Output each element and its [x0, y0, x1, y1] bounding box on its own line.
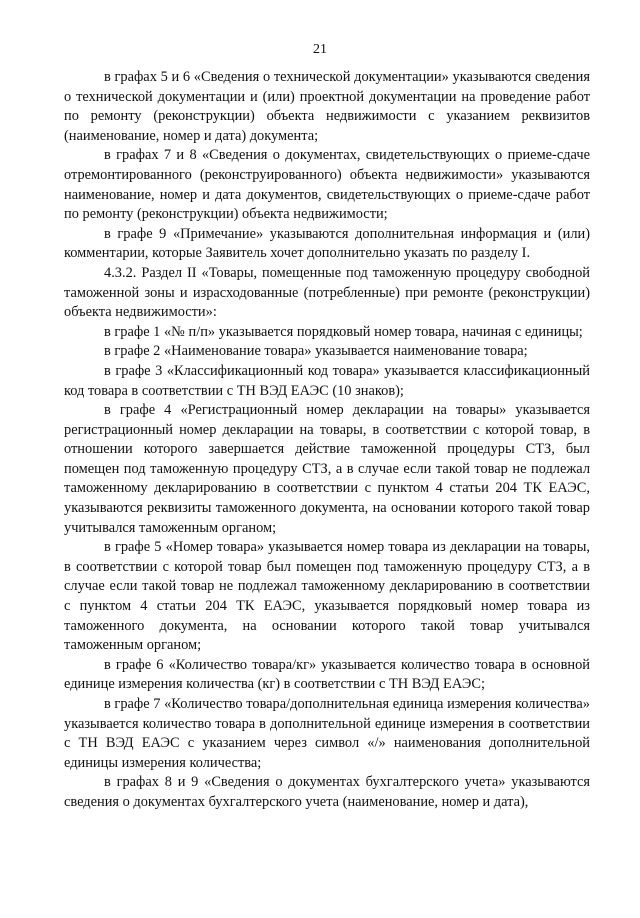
page-number: 21: [313, 42, 327, 57]
paragraph-graph-1: в графе 1 «№ п/п» указывается порядковый номер товара, начиная с единицы;: [104, 323, 583, 340]
paragraph-graph-3: в графе 3 «Классификационный код товара» указывается классификационный код товара в соответствии с ТН ВЭД ЕАЭС (10 знаков);: [64, 362, 590, 399]
paragraph-graph-9: в графе 9 «Примечание» указываются дополнительная информация и (или) комментарии, которые Заявитель хочет дополнительно указать по разделу I.: [64, 225, 590, 262]
document-body: [64, 68, 590, 813]
paragraph-graphs-8-9: в графах 8 и 9 «Сведения о документах бухгалтерского учета» указываются сведения о документах бухгалтерского учета (наименование, номер и дата),: [64, 774, 590, 810]
paragraph-graph-6: в графе 6 «Количество товара/кг» указывается количество товара в основной единице измерения количества (кг) в соответствии с ТН ВЭД ЕАЭС;: [64, 656, 590, 693]
paragraph-graph-7: в графе 7 «Количество товара/дополнительная единица измерения количества» указывается количество товара в дополнительной единице измерения в соответствии с ТН ВЭД ЕАЭС с указанием через символ «/» наименования дополнительной единицы измерения количества;: [64, 696, 590, 771]
paragraph-graph-2: в графе 2 «Наименование товара» указывается наименование товара;: [104, 343, 528, 360]
paragraph-graphs-5-6: в графах 5 и 6 «Сведения о технической документации» указываются сведения о технической документации и (или) проектной документации на проведение работ по ремонту (реконструкции) объекта недвижимости с указанием реквизитов (наименование, номер и дата) документа;: [64, 69, 590, 144]
paragraph-graph-4: в графе 4 «Регистрационный номер декларации на товары» указывается регистрационный номер декларации на товары, в соответствии с которой товар, в отношении которого завершается действие таможенной процедуры СТЗ, был помещен под таможенную процедуру СТЗ, а в случае если такой товар не подлежал таможенному декларированию в соответствии с пунктом 4 статьи 204 ТК ЕАЭС, указываются реквизиты таможенного документа, на основании которого такой товар учитывался таможенным органом;: [64, 402, 590, 536]
paragraph-graph-5: в графе 5 «Номер товара» указывается номер товара из декларации на товары, в соответствии с которой товар был помещен под таможенную процедуру СТЗ, а в случае если такой товар не подлежал таможенному декларированию в соответствии с пунктом 4 статьи 204 ТК ЕАЭС, указывается порядковый номер товара из таможенного документа, на основании которого такой товар учитывался таможенным органом;: [64, 539, 590, 654]
paragraph-section-4-3-2: 4.3.2. Раздел II «Товары, помещенные под таможенную процедуру свободной таможенной зоны и израсходованные (потребленные) при ремонте (реконструкции) объекта недвижимости»:: [64, 264, 590, 321]
paragraph-graphs-7-8: в графах 7 и 8 «Сведения о документах, свидетельствующих о приеме-сдаче отремонтированного (реконструированного) объекта недвижимости» указываются наименование, номер и дата документов, свидетельствующих о приеме-сдаче работ по ремонту (реконструкции) объекта недвижимости;: [64, 147, 590, 223]
